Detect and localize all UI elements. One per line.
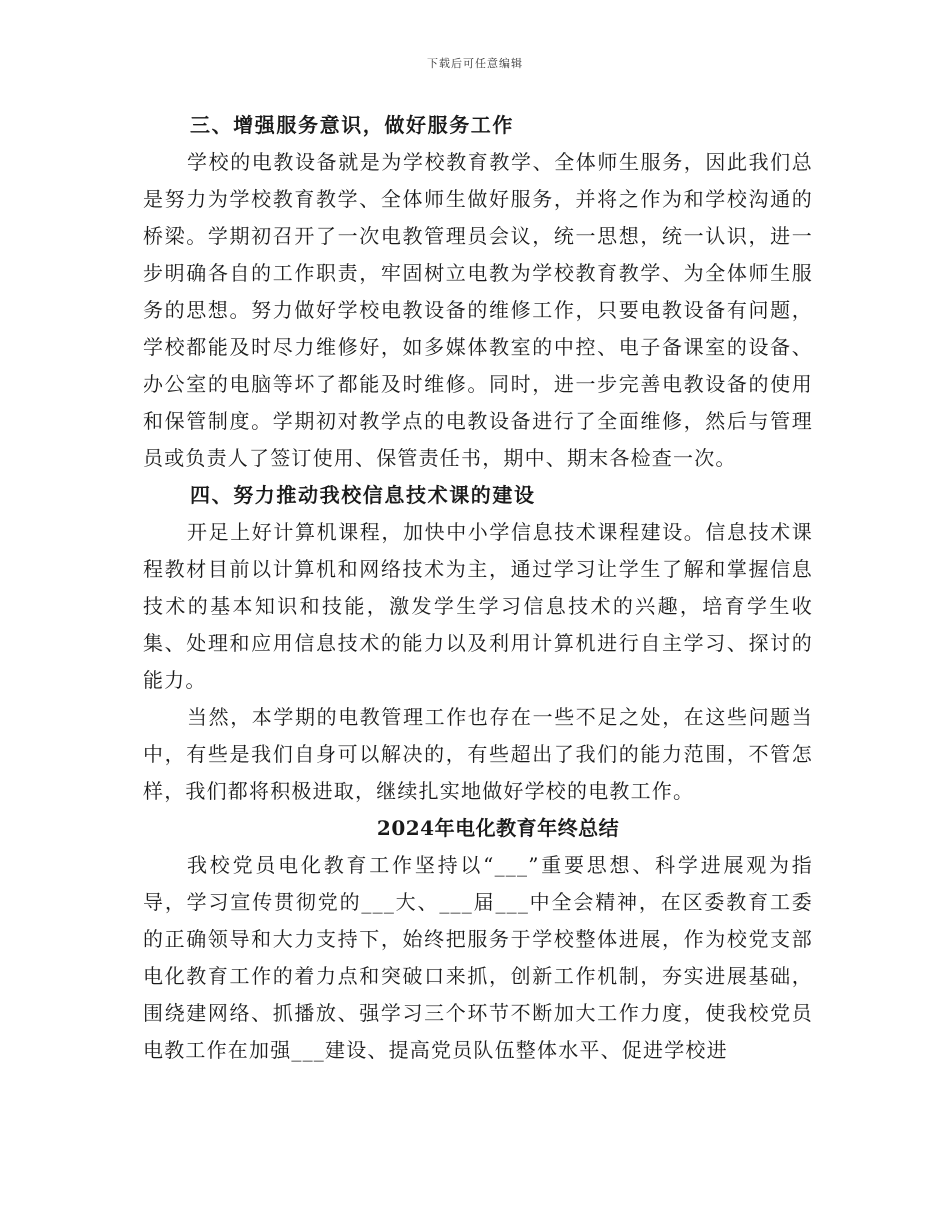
section-heading-3: 三、增强服务意识，做好服务工作 (190, 113, 514, 137)
document-body (143, 107, 813, 1069)
section-4-paragraph-2: 当然，本学期的电教管理工作也存在一些不足之处，在这些问题当中，有些是我们自身可以解决的，有些超出了我们的能力范围，不管怎样，我们都将积极进取，继续扎实地做好学校的电教工作。 (143, 705, 813, 803)
section-heading-4: 四、努力推动我校信息技术课的建设 (190, 483, 536, 507)
section-3-paragraph: 学校的电教设备就是为学校教育教学、全体师生服务，因此我们总是努力为学校教育教学、全体师生做好服务，并将之作为和学校沟通的桥梁。学期初召开了一次电教管理员会议，统一思想，统一认识，进一步明确各自的工作职责，牢固树立电教为学校教育教学、为全体师生服务的思想。努力做好学校电教设备的维修工作，只要电教设备有问题，学校都能及时尽力维修好，如多媒体教室的中控、电子备课室的设备、办公室的电脑等坏了都能及时维修。同时，进一步完善电教设备的使用和保管制度。学期初对教学点的电教设备进行了全面维修，然后与管理员或负责人了签订使用、保管责任书，期中、期末各检查一次。 (143, 150, 813, 470)
page-header: 下载后可任意编辑 (427, 57, 523, 70)
section-4-paragraph-1: 开足上好计算机课程，加快中小学信息技术课程建设。信息技术课程教材目前以计算机和网络技术为主，通过学习让学生了解和掌握信息技术的基本知识和技能，激发学生学习信息技术的兴趣，培育学生收集、处理和应用信息技术的能力以及利用计算机进行自主学习、探讨的能力。 (143, 520, 813, 692)
closing-paragraph: 我校党员电化教育工作坚持以“___”重要思想、科学进展观为指导，学习宣传贯彻党的___大、___届___中全会精神，在区委教育工委的正确领导和大力支持下，始终把服务于学校整体进展，作为校党支部电化教育工作的着力点和突破口来抓，创新工作机制，夯实进展基础，围绕建网络、抓播放、强学习三个环节不断加大工作力度，使我校党员电教工作在加强___建设、提高党员队伍整体水平、促进学校进 (143, 853, 813, 1062)
document-title: 2024年电化教育年终总结 (376, 816, 620, 840)
